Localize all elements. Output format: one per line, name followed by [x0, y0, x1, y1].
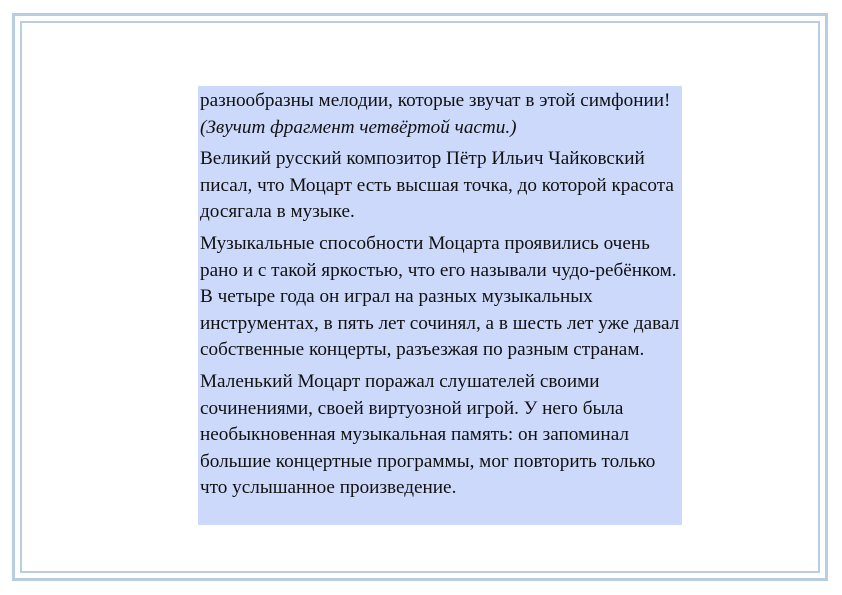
paragraph-symphony-text: разнообразны мелодии, которые звучат в этой симфонии! — [200, 90, 671, 111]
text-box — [198, 86, 682, 525]
paragraph-early-talent: Музыкальные способности Моцарта проявились очень рано и с такой яркостью, что его называли чудо-ребёнком. В четыре года он играл на разных музыкальных инструментах, в пять лет сочинял, а в шесть лет уже давал собственные концерты, разъезжая по разным странам. — [200, 232, 680, 361]
paragraph-symphony — [200, 88, 680, 141]
stage-direction: (Звучит фрагмент четвёртой части.) — [200, 116, 517, 138]
paragraph-memory: Маленький Моцарт поражал слушателей своими сочинениями, своей виртуозной игрой. У него была необыкновенная музыкальная память: он запоминал большие концертные программы, мог повторить только что услышанное произведение. — [200, 370, 656, 499]
paragraph-tchaikovsky-quote: Великий русский композитор Пётр Ильич Чайковский писал, что Моцарт есть высшая точка, до которой красота досягала в музыке. — [200, 148, 674, 223]
